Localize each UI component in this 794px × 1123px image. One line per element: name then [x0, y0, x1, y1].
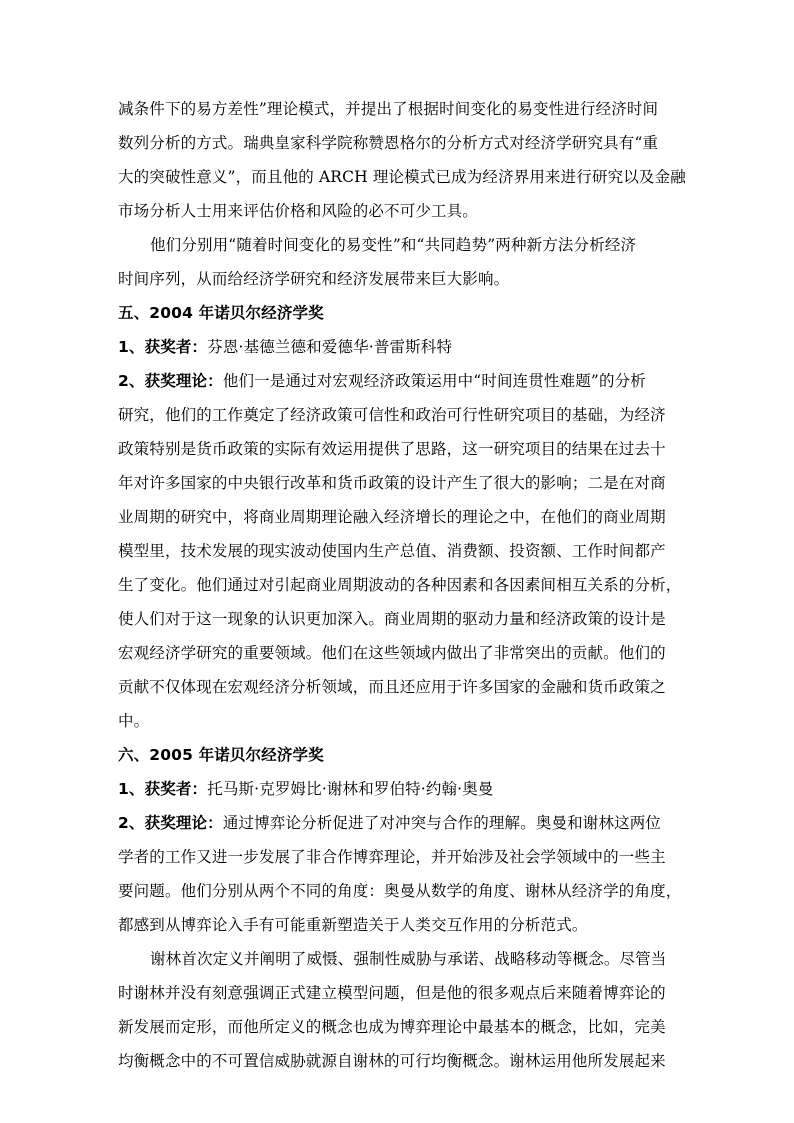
text-line: 中。	[118, 712, 150, 730]
paragraph-methods	[118, 228, 684, 296]
text-line: 都感到从博弈论入手有可能重新塑造关于人类交互作用的分析范式。	[118, 916, 588, 934]
winners-line-2004	[118, 330, 684, 364]
winners-value: 芬恩·基德兰德和爱德华·普雷斯科特	[207, 338, 453, 356]
text-line: 学者的工作又进一步发展了非合作博弈理论，并开始涉及社会学领域中的一些主	[118, 848, 666, 866]
theory-label: 2、获奖理论：	[118, 814, 223, 832]
winners-value: 托马斯·克罗姆比·谢林和罗伯特·约翰·奥曼	[207, 780, 494, 798]
text-line: 减条件下的易方差性”理论模式，并提出了根据时间变化的易变性进行经济时间	[118, 100, 659, 118]
winners-line-2005	[118, 772, 684, 806]
text-line: 时谢林并没有刻意强调正式建立模型问题，但是他的很多观点后来随着博弈论的	[118, 984, 666, 1002]
section-heading-2004: 五、2004 年诺贝尔经济学奖	[118, 304, 324, 322]
theory-paragraph-2005	[118, 806, 684, 942]
section-heading-2005: 六、2005 年诺贝尔经济学奖	[118, 746, 324, 764]
theory-paragraph-2004	[118, 364, 684, 738]
text-line: 数列分析的方式。瑞典皇家科学院称赞恩格尔的分析方式对经济学研究具有“重	[118, 134, 659, 152]
winners-label: 1、获奖者：	[118, 780, 208, 798]
document-page	[118, 92, 684, 1078]
paragraph-arch	[118, 92, 684, 228]
text-line: 他们分别用“随着时间变化的易变性”和“共同趋势”两种新方法分析经济	[150, 236, 637, 254]
text-line: 大的突破性意义”，而且他的 ARCH 理论模式已成为经济界用来进行研究以及金融	[118, 168, 686, 186]
text-line: 政策特别是货币政策的实际有效运用提供了思路，这一研究项目的结果在过去十	[118, 440, 666, 458]
theory-text: 他们一是通过对宏观经济政策运用中“时间连贯性难题”的分析	[222, 372, 646, 390]
text-line: 研究，他们的工作奠定了经济政策可信性和政治可行性研究项目的基础，为经济	[118, 406, 666, 424]
text-line: 业周期的研究中，将商业周期理论融入经济增长的理论之中，在他们的商业周期	[118, 508, 666, 526]
theory-text: 通过博弈论分析促进了对冲突与合作的理解。奥曼和谢林这两位	[222, 814, 662, 832]
text-line: 市场分析人士用来评估价格和风险的必不可少工具。	[118, 202, 478, 220]
text-line: 生了变化。他们通过对引起商业周期波动的各种因素和各因素间相互关系的分析，	[118, 576, 682, 594]
text-line: 模型里，技术发展的现实波动使国内生产总值、消费额、投资额、工作时间都产	[118, 542, 666, 560]
text-line: 贡献不仅体现在宏观经济分析领域，而且还应用于许多国家的金融和货币政策之	[118, 678, 666, 696]
text-line: 宏观经济学研究的重要领域。他们在这些领域内做出了非常突出的贡献。他们的	[118, 644, 666, 662]
theory-label: 2、获奖理论：	[118, 372, 223, 390]
text-line: 新发展而定形，而他所定义的概念也成为博弈理论中最基本的概念，比如，完美	[118, 1018, 666, 1036]
paragraph-schelling	[118, 942, 684, 1078]
text-line	[118, 806, 684, 840]
text-line: 时间序列，从而给经济学研究和经济发展带来巨大影响。	[118, 270, 510, 288]
text-line: 年对许多国家的中央银行改革和货币政策的设计产生了很大的影响；二是在对商	[118, 474, 666, 492]
winners-label: 1、获奖者：	[118, 338, 208, 356]
text-line: 使人们对于这一现象的认识更加深入。商业周期的驱动力量和经济政策的设计是	[118, 610, 666, 628]
text-line: 要问题。他们分别从两个不同的角度：奥曼从数学的角度、谢林从经济学的角度，	[118, 882, 682, 900]
text-line: 谢林首次定义并阐明了威慑、强制性威胁与承诺、战略移动等概念。尽管当	[150, 950, 667, 968]
text-line: 均衡概念中的不可置信威胁就源自谢林的可行均衡概念。谢林运用他所发展起来	[118, 1052, 666, 1070]
text-line	[118, 364, 684, 398]
